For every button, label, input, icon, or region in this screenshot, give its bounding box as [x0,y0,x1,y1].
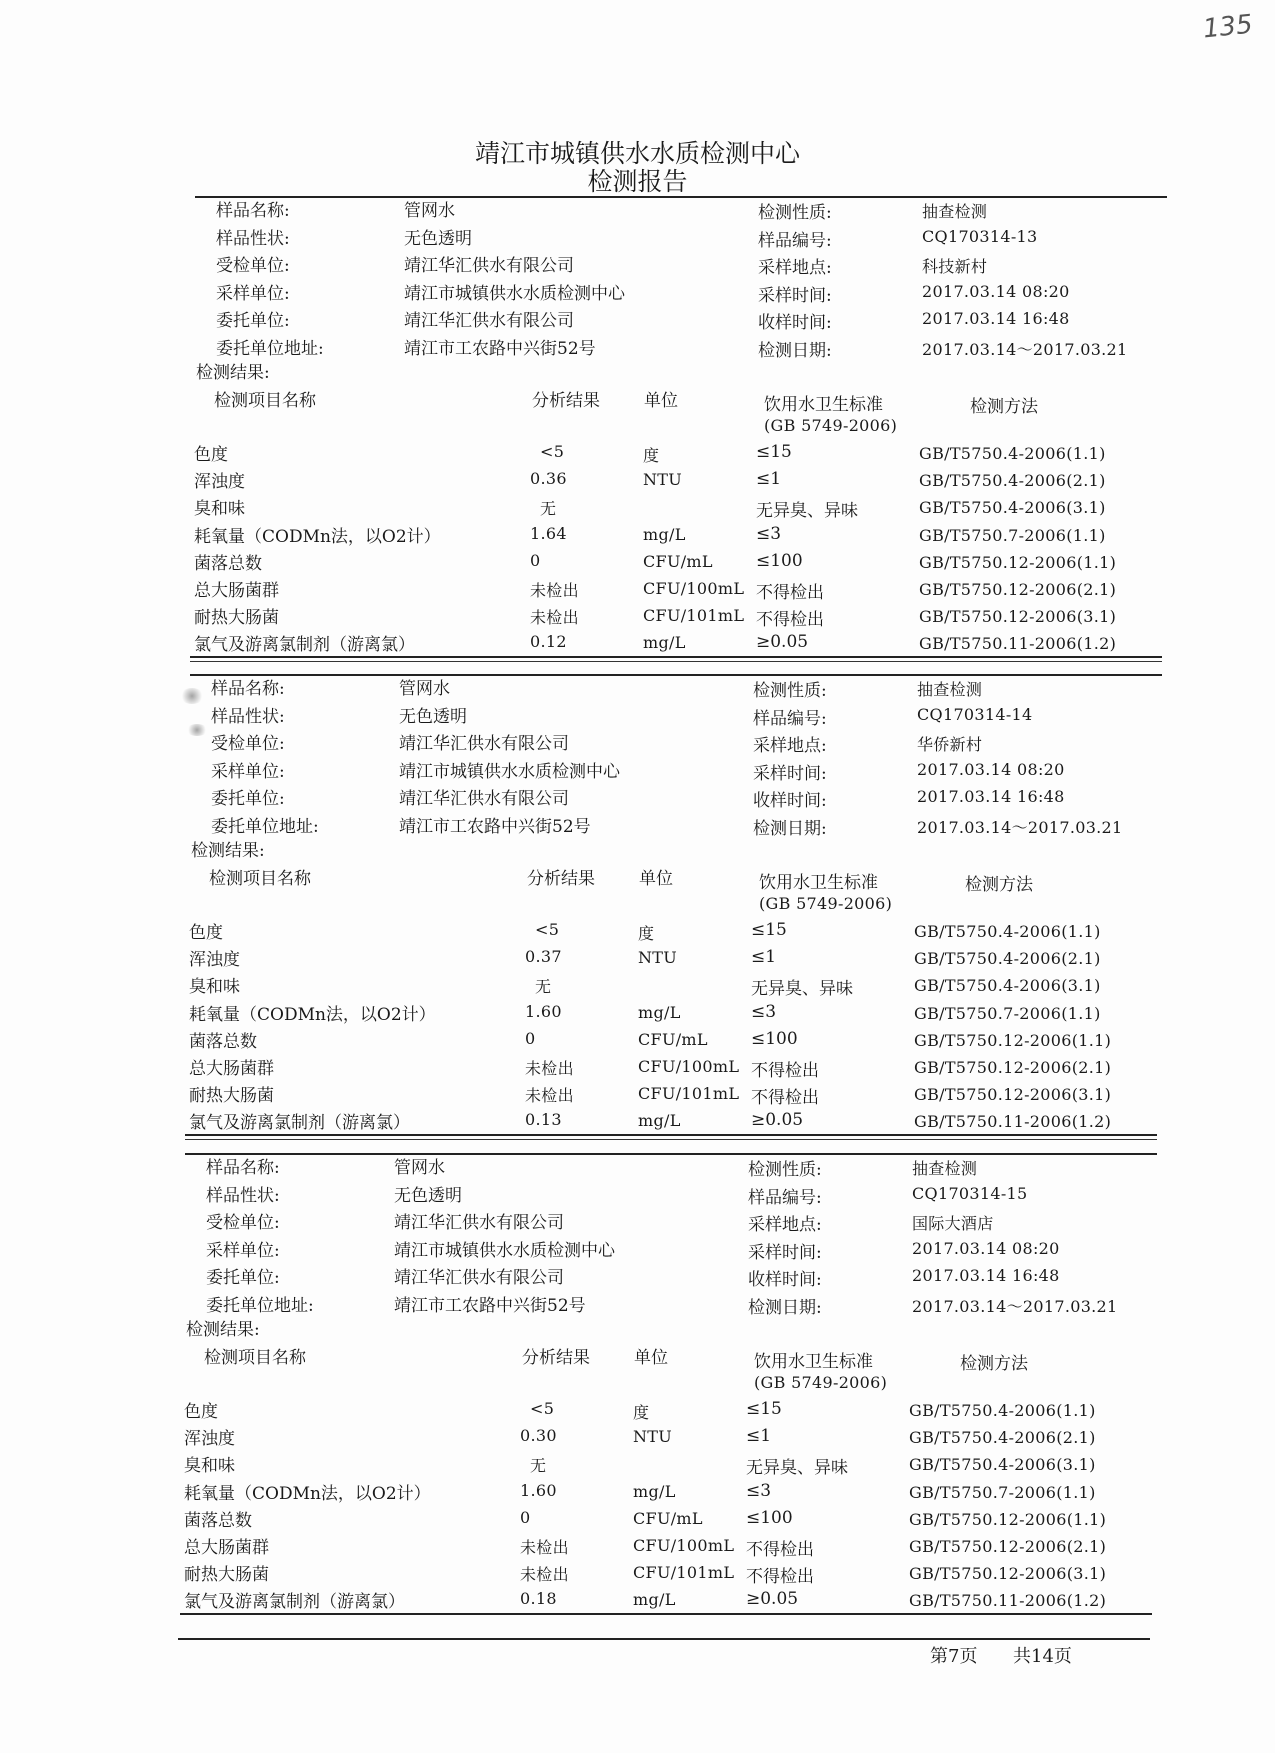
row-standard: 无异臭、异味 [746,1458,848,1479]
footer-rule [178,1638,1150,1640]
col-header-method: 检测方法 [965,875,1033,895]
field-value-sampling-unit: 靖江市城镇供水水质检测中心 [399,761,620,782]
row-item: 总大肠菌群 [194,581,279,601]
row-item: 臭和味 [189,977,240,998]
row-method: GB/T5750.4-2006(2.1) [914,949,1101,969]
field-value-test-nature: 抽查检测 [922,202,988,221]
col-header-unit: 单位 [639,869,673,889]
row-item: 菌落总数 [184,1510,252,1531]
field-value-client-unit: 靖江华汇供水有限公司 [404,311,574,331]
field-value-sampling-unit: 靖江市城镇供水水质检测中心 [404,283,625,304]
field-label-client-address: 委托单位地址: [216,338,324,359]
field-value-client-address: 靖江市工农路中兴街52号 [394,1295,586,1316]
field-value-sample-no: CQ170314-15 [912,1183,1028,1203]
section-top-rule [195,196,1167,198]
row-item: 耐热大肠菌 [184,1565,269,1586]
field-label-sampling-unit: 采样单位: [206,1240,280,1261]
field-value-sample-state: 无色透明 [399,706,467,727]
row-unit: mg/L [643,524,686,544]
row-method: GB/T5750.7-2006(1.1) [909,1482,1096,1502]
col-header-unit: 单位 [644,391,678,411]
row-method: GB/T5750.7-2006(1.1) [919,525,1106,545]
field-value-client-unit: 靖江华汇供水有限公司 [399,789,569,809]
field-value-sampling-time: 2017.03.14 08:20 [917,759,1065,779]
row-method: GB/T5750.12-2006(3.1) [914,1085,1112,1105]
field-value-test-date: 2017.03.14～2017.03.21 [917,817,1123,837]
row-item: 色度 [194,445,228,465]
field-label-sampling-time: 采样时间: [758,285,832,306]
field-value-sample-state: 无色透明 [404,228,472,249]
field-value-sample-name: 管网水 [394,1158,445,1178]
row-result: 1.60 [520,1480,557,1500]
field-label-test-nature: 检测性质: [753,681,827,701]
row-item: 色度 [184,1402,218,1422]
row-standard: ≤100 [751,1028,798,1049]
field-label-client-unit: 委托单位: [206,1268,280,1288]
footer-page-number: 第7页 [930,1646,978,1667]
field-value-sampling-unit: 靖江市城镇供水水质检测中心 [394,1240,615,1261]
row-result: 无 [540,499,557,519]
row-standard: 不得检出 [756,610,824,631]
row-item: 浑浊度 [189,950,240,971]
field-value-inspected-unit: 靖江华汇供水有限公司 [404,256,574,276]
field-value-client-unit: 靖江华汇供水有限公司 [394,1268,564,1288]
row-standard: ≤3 [751,1001,777,1022]
section-top-rule [185,1153,1157,1155]
row-method: GB/T5750.11-2006(1.2) [919,634,1117,654]
field-value-test-nature: 抽查检测 [912,1159,978,1178]
field-label-sampling-place: 采样地点: [758,258,832,278]
field-label-sample-name: 样品名称: [216,201,290,221]
row-result: 0 [520,1507,531,1527]
field-label-client-unit: 委托单位: [211,789,285,809]
row-standard: 无异臭、异味 [751,979,853,1000]
row-method: GB/T5750.12-2006(2.1) [919,580,1117,599]
field-value-inspected-unit: 靖江华汇供水有限公司 [394,1213,564,1233]
row-result: 0.30 [520,1426,557,1446]
row-item: 总大肠菌群 [189,1059,274,1079]
col-header-standard-code: (GB 5749-2006) [754,1373,888,1392]
col-header-standard: 饮用水卫生标准 [764,395,883,415]
row-standard: 不得检出 [746,1540,814,1560]
row-result: 无 [530,1456,547,1476]
row-result: 0.37 [525,947,562,967]
field-value-test-date: 2017.03.14～2017.03.21 [912,1296,1118,1316]
row-standard: ≤15 [751,920,787,940]
row-result: 0.12 [530,632,567,652]
field-label-sampling-place: 采样地点: [748,1215,822,1235]
col-header-item: 检测项目名称 [214,391,316,411]
field-label-sample-name: 样品名称: [206,1158,280,1178]
field-label-sample-state: 样品性状: [206,1185,280,1206]
section-top-rule [190,674,1162,676]
field-label-sample-state: 样品性状: [216,228,290,249]
row-method: GB/T5750.4-2006(3.1) [914,976,1101,996]
row-method: GB/T5750.12-2006(2.1) [909,1537,1107,1556]
row-result: <5 [535,920,560,939]
row-item: 氯气及游离氯制剂（游离氯） [194,635,415,656]
field-label-sampling-unit: 采样单位: [211,761,285,782]
field-value-receive-time: 2017.03.14 16:48 [922,309,1070,328]
row-result: 0.36 [530,469,567,489]
results-label: 检测结果: [186,1320,260,1340]
row-method: GB/T5750.4-2006(1.1) [914,922,1101,941]
field-value-client-address: 靖江市工农路中兴街52号 [399,816,591,837]
row-unit: CFU/101mL [638,1084,740,1104]
field-label-inspected-unit: 受检单位: [211,734,285,754]
col-header-item: 检测项目名称 [204,1348,306,1368]
row-unit: CFU/mL [638,1029,708,1049]
field-label-sample-no: 样品编号: [748,1187,822,1208]
field-label-sample-no: 样品编号: [753,708,827,729]
field-label-receive-time: 收样时间: [753,791,827,811]
row-standard: ≥0.05 [751,1110,804,1131]
row-unit: 度 [638,924,655,943]
row-standard: ≥0.05 [756,632,809,653]
row-unit: CFU/101mL [643,606,745,626]
row-result: 0.13 [525,1110,562,1130]
field-value-sample-state: 无色透明 [394,1185,462,1206]
scan-smudge [186,724,208,736]
row-method: GB/T5750.4-2006(2.1) [919,471,1106,491]
row-standard: 不得检出 [751,1061,819,1081]
row-standard: 无异臭、异味 [756,501,858,522]
field-label-sampling-unit: 采样单位: [216,283,290,304]
row-result: 未检出 [520,1538,569,1557]
field-value-sampling-place: 国际大酒店 [912,1214,994,1233]
col-header-result: 分析结果 [527,869,595,889]
row-unit: CFU/mL [643,551,713,571]
section-bottom-rule [190,656,1162,658]
row-item: 氯气及游离氯制剂（游离氯） [189,1113,410,1134]
col-header-standard-code: (GB 5749-2006) [764,416,898,435]
row-unit: mg/L [638,1111,681,1131]
row-method: GB/T5750.12-2006(3.1) [909,1564,1107,1584]
field-label-inspected-unit: 受检单位: [206,1213,280,1233]
row-method: GB/T5750.4-2006(3.1) [909,1455,1096,1475]
row-unit: CFU/mL [633,1508,703,1528]
row-method: GB/T5750.4-2006(1.1) [909,1401,1096,1420]
field-label-sampling-time: 采样时间: [753,763,827,784]
field-label-inspected-unit: 受检单位: [216,256,290,276]
field-value-receive-time: 2017.03.14 16:48 [912,1266,1060,1285]
col-header-standard: 饮用水卫生标准 [759,873,878,893]
row-unit: mg/L [633,1590,676,1610]
field-label-sample-no: 样品编号: [758,230,832,251]
row-unit: 度 [643,446,660,465]
field-value-sampling-place: 华侨新村 [917,735,983,754]
field-value-sample-no: CQ170314-13 [922,226,1038,246]
row-method: GB/T5750.12-2006(1.1) [909,1509,1107,1529]
row-standard: ≤1 [756,469,782,490]
field-label-receive-time: 收样时间: [758,313,832,333]
row-item: 臭和味 [194,499,245,520]
row-standard: ≤15 [756,442,792,462]
row-standard: ≤100 [746,1507,793,1528]
col-header-unit: 单位 [634,1348,668,1368]
scan-smudge [180,688,204,704]
row-method: GB/T5750.4-2006(3.1) [919,498,1106,518]
row-unit: NTU [638,948,678,968]
row-method: GB/T5750.12-2006(1.1) [914,1030,1112,1050]
row-method: GB/T5750.11-2006(1.2) [914,1112,1112,1132]
row-result: 未检出 [525,1086,574,1106]
row-unit: mg/L [633,1481,676,1501]
field-label-client-unit: 委托单位: [216,311,290,331]
row-method: GB/T5750.12-2006(1.1) [919,552,1117,572]
footer-total-pages: 共14页 [1013,1646,1072,1667]
row-item: 耐热大肠菌 [189,1086,274,1107]
row-item: 耐热大肠菌 [194,608,279,629]
row-result: 0 [525,1028,536,1048]
field-label-sampling-time: 采样时间: [748,1242,822,1263]
field-label-test-date: 检测日期: [748,1297,822,1318]
field-label-test-date: 检测日期: [753,818,827,839]
field-value-test-nature: 抽查检测 [917,680,983,699]
col-header-method: 检测方法 [970,397,1038,417]
field-value-receive-time: 2017.03.14 16:48 [917,787,1065,806]
row-item: 氯气及游离氯制剂（游离氯） [184,1592,405,1613]
row-standard: ≤3 [746,1480,772,1501]
row-unit: 度 [633,1403,650,1422]
row-item: 耗氧量（CODMn法，以O2计） [184,1483,431,1504]
handwritten-page-number: 135 [1201,9,1255,45]
section-bottom-rule-thin [190,661,1162,662]
field-value-sample-name: 管网水 [399,679,450,699]
field-value-sample-name: 管网水 [404,201,455,221]
field-label-sample-name: 样品名称: [211,679,285,699]
row-unit: NTU [633,1427,673,1447]
row-result: 未检出 [525,1059,574,1078]
field-label-sample-state: 样品性状: [211,706,285,727]
row-item: 总大肠菌群 [184,1538,269,1558]
row-standard: ≤1 [746,1426,772,1447]
field-label-sampling-place: 采样地点: [753,736,827,756]
col-header-standard-code: (GB 5749-2006) [759,894,893,913]
field-value-inspected-unit: 靖江华汇供水有限公司 [399,734,569,754]
report-org-title: 靖江市城镇供水水质检测中心 [474,139,800,168]
field-label-receive-time: 收样时间: [748,1270,822,1290]
row-result: 无 [535,977,552,997]
row-unit: CFU/100mL [633,1536,735,1555]
row-standard: 不得检出 [756,583,824,603]
row-standard: ≤15 [746,1399,782,1419]
section-bottom-rule [180,1613,1152,1615]
field-value-client-address: 靖江市工农路中兴街52号 [404,338,596,359]
row-unit: CFU/101mL [633,1563,735,1583]
row-result: 0.18 [520,1589,557,1609]
row-method: GB/T5750.12-2006(2.1) [914,1058,1112,1077]
row-result: 未检出 [530,608,579,628]
row-result: 1.64 [530,523,567,543]
row-unit: NTU [643,470,683,490]
field-label-client-address: 委托单位地址: [206,1295,314,1316]
row-unit: CFU/100mL [638,1057,740,1076]
row-standard: ≤100 [756,550,803,571]
col-header-item: 检测项目名称 [209,869,311,889]
row-unit: mg/L [643,633,686,653]
row-result: 0 [530,550,541,570]
row-item: 浑浊度 [184,1429,235,1450]
row-result: <5 [540,442,565,461]
field-label-test-date: 检测日期: [758,340,832,361]
row-unit: mg/L [638,1002,681,1022]
row-item: 浑浊度 [194,472,245,493]
row-method: GB/T5750.7-2006(1.1) [914,1003,1101,1023]
col-header-result: 分析结果 [522,1348,590,1368]
row-item: 耗氧量（CODMn法，以O2计） [194,526,441,547]
row-standard: 不得检出 [751,1088,819,1109]
field-value-sample-no: CQ170314-14 [917,704,1033,724]
col-header-method: 检测方法 [960,1354,1028,1374]
field-value-sampling-time: 2017.03.14 08:20 [922,281,1070,301]
col-header-standard: 饮用水卫生标准 [754,1352,873,1372]
row-method: GB/T5750.11-2006(1.2) [909,1591,1107,1611]
section-bottom-rule [185,1134,1157,1136]
report-doc-title: 检测报告 [587,167,688,196]
row-method: GB/T5750.12-2006(3.1) [919,607,1117,627]
results-label: 检测结果: [196,363,270,383]
row-result: 1.60 [525,1001,562,1021]
row-standard: ≤3 [756,523,782,544]
field-value-sampling-time: 2017.03.14 08:20 [912,1238,1060,1258]
row-item: 臭和味 [184,1456,235,1477]
row-result: <5 [530,1399,555,1418]
row-standard: ≤1 [751,947,777,968]
row-item: 色度 [189,923,223,943]
field-value-test-date: 2017.03.14～2017.03.21 [922,339,1128,359]
field-label-test-nature: 检测性质: [748,1160,822,1180]
section-bottom-rule-thin [185,1139,1157,1140]
row-item: 耗氧量（CODMn法，以O2计） [189,1004,436,1025]
field-label-client-address: 委托单位地址: [211,816,319,837]
row-method: GB/T5750.4-2006(2.1) [909,1428,1096,1448]
row-result: 未检出 [530,581,579,600]
row-method: GB/T5750.4-2006(1.1) [919,444,1106,463]
row-result: 未检出 [520,1565,569,1585]
row-standard: ≥0.05 [746,1589,799,1610]
row-standard: 不得检出 [746,1567,814,1588]
row-unit: CFU/100mL [643,579,745,598]
row-item: 菌落总数 [189,1031,257,1052]
field-label-test-nature: 检测性质: [758,203,832,223]
row-item: 菌落总数 [194,553,262,574]
results-label: 检测结果: [191,841,265,861]
col-header-result: 分析结果 [532,391,600,411]
field-value-sampling-place: 科技新村 [922,257,988,276]
